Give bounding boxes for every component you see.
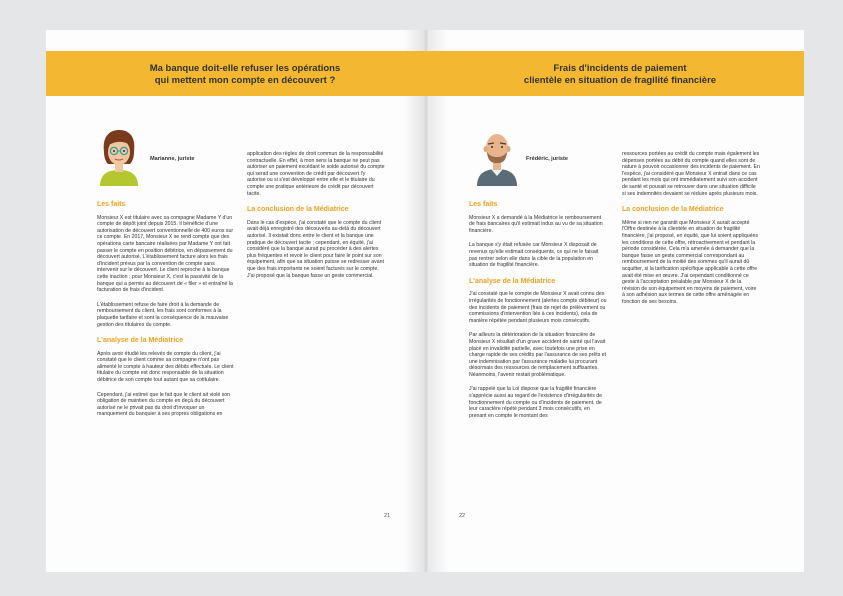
- right-title-line2: clientèle en situation de fragilité financière: [523, 75, 717, 86]
- left-page-title: [80, 63, 410, 87]
- marianne-avatar-icon: [96, 128, 142, 186]
- paragraph: Par ailleurs la détérioration de la situation financière de Monsieur X résultait d'un grave accident de santé qui l'avait placé en invalidité partielle, avec toutefois une prise en charge rapide de ses crédits par l'assurance de ses prêts et une indemnisation par l'assurance maladie lui procurant désormais des ressources de remplacement suffisantes. Néanmoins, l'avenir restait problématique.: [469, 332, 607, 378]
- paragraph: L'établissement refuse de faire droit à la demande de remboursement du client, les frais sont conformes à la plaquette tarifaire et sont la conséquence de la mauvaise gestion des titulaires du compte.: [97, 301, 229, 328]
- left-title-line1: Ma banque doit-elle refuser les opérations: [149, 63, 341, 74]
- paragraph: Monsieur X a demandé à la Médiatrice le remboursement de frais bancaires qu'il estimait indus au vu de sa situation financière.: [469, 214, 603, 234]
- frederic-avatar-icon: [474, 126, 520, 186]
- left-column-2: [247, 151, 385, 287]
- page-number-right: 22: [459, 513, 466, 519]
- paragraph: J'ai constaté que le compte de Monsieur X avait connu des irrégularités de fonctionnement (alertes compte débiteur) ou des incidents de paiement (frais de rejet de prélèvement ou commissions d'intervention liés à ces incidents), cela de manière répétée pendant plusieurs mois consécutifs.: [469, 291, 607, 324]
- right-page-title: [460, 63, 780, 87]
- section-heading: L'analyse de la Médiatrice: [97, 337, 184, 345]
- left-persona-name: Marianne, juriste: [150, 156, 195, 162]
- section-heading: Les faits: [469, 201, 498, 208]
- paragraph: Même si rien ne garantit que Monsieur X aurait accepté l'Offre destinée à la clientèle en situation de fragilité financière, j'ai proposé, en équité, que lui soient appliquées les conditions de cette offre, rétroactivement et pendant la période considérée. Cela m'a amenée à demander que la banque fasse un geste commercial correspondant au remboursement de la moitié des sommes qu'il aurait dû acquitter, si la tarification spécifique applicable à cette offre avait été mise en œuvre. J'ai cependant conditionné ce geste à l'acceptation préalable par Monsieur X de la révision de son équipement en moyens de paiement, voire à son adhésion aux termes de cette offre aménagée en fonction de ses besoins.: [622, 219, 758, 305]
- left-title-line2: qui mettent mon compte en découvert ?: [154, 75, 336, 86]
- right-column-2: [622, 151, 760, 313]
- right-persona-name: Frédéric, juriste: [526, 156, 568, 162]
- paragraph: Cependant, j'ai estimé que le fait que le client ait violé son obligation de maintien du compte en deçà du découvert autorisé ne le privait pas du droit d'invoquer un manquement du banquier à ses propres obligations en: [97, 391, 231, 418]
- section-heading: Les faits: [97, 201, 126, 208]
- section-heading: La conclusion de la Médiatrice: [247, 206, 349, 214]
- paragraph: La banque s'y était refusée car Monsieur X disposait de revenus qu'elle estimait conséquents, ce qui ne le faisait pas rentrer selon elle dans la cible de la population en situation de fragilité financière.: [469, 242, 599, 269]
- paragraph: application des règles de droit commun de la responsabilité contractuelle. En effet, à mon sens la banque ne peut pas autoriser un paiement excédant le solde autorisé du compte qui serait une convention de crédit par découvert l'y autorise ou si s'est développé entre elle et le titulaire du compte une pratique antérieure de crédit par découvert tacite.: [247, 151, 385, 197]
- paragraph: J'ai rappelé que la Loi dispose que la fragilité financière s'apprécie aussi au regard de l'existence d'irrégularités de fonctionnement du compte ou d'incidents de paiement, de leur caractère répété pendant 3 mois consécutifs, en prenant en compte le montant des: [469, 386, 603, 419]
- left-column-1: [97, 192, 234, 426]
- right-title-line1: Frais d'incidents de paiement: [553, 63, 687, 74]
- paragraph: Monsieur X est titulaire avec sa compagne Madame Y d'un compte de dépôt joint depuis 2015. Il bénéficie d'une autorisation de découvert conventionnelle de 400 euros sur ce compte. En 2017, Monsieur X se rend compte que des opérations carte bancaire réalisées par Madame Y ont fait passer le compte en position débitrice, en dépassement du découvert autorisé. L'établissement facture alors les frais d'incident prévus par la convention de compte sans intervenir sur le découvert. Le client reproche à la banque cette inaction : pour Monsieur X, c'est la passivité de la banque qui a permis au découvert de « filer » et entraîné la facturation de frais d'incident.: [97, 214, 234, 294]
- paragraph: Dans le cas d'espèce, j'ai constaté que le compte du client avait déjà enregistré des découverts au-delà du découvert autorisé. Il existait donc entre le client et la banque une pratique de découvert tacite ; cependant, en équité, j'ai considéré que la banque aurait pu procéder à des alertes plus fréquentes et revoir le client pour faire le point sur son équipement, afin que sa situation puisse se redresser avant que des frais importants ne soient facturés sur le compte. J'ai proposé que la banque fasse un geste commercial.: [247, 219, 384, 279]
- section-heading: La conclusion de la Médiatrice: [622, 206, 724, 214]
- book-spine: [404, 30, 448, 572]
- section-heading: L'analyse de la Médiatrice: [469, 277, 556, 285]
- right-column-1: [469, 192, 607, 427]
- paragraph: ressources portées au crédit du compte mais également les dépenses portées au débit du compte quand elles sont de nature à pouvoir occasionner des incidents de paiement. En l'espèce, j'ai considéré que Monsieur X entrait dans ce cas pendant les mois qui ont immédiatement suivi son accident de santé et pouvait se retrouver dans une situation difficile si ses indemnités devaient se réduire après plusieurs mois.: [622, 151, 760, 197]
- paragraph: Après avoir étudié les relevés de compte du client, j'ai constaté que le client comme sa compagne n'ont pas alimenté le compte à hauteur des débits effectués. Le client titulaire du compte est donc responsable de la situation débitrice de son compte tout autant que sa cotitulaire.: [97, 350, 234, 384]
- page-number-left: 21: [384, 513, 391, 519]
